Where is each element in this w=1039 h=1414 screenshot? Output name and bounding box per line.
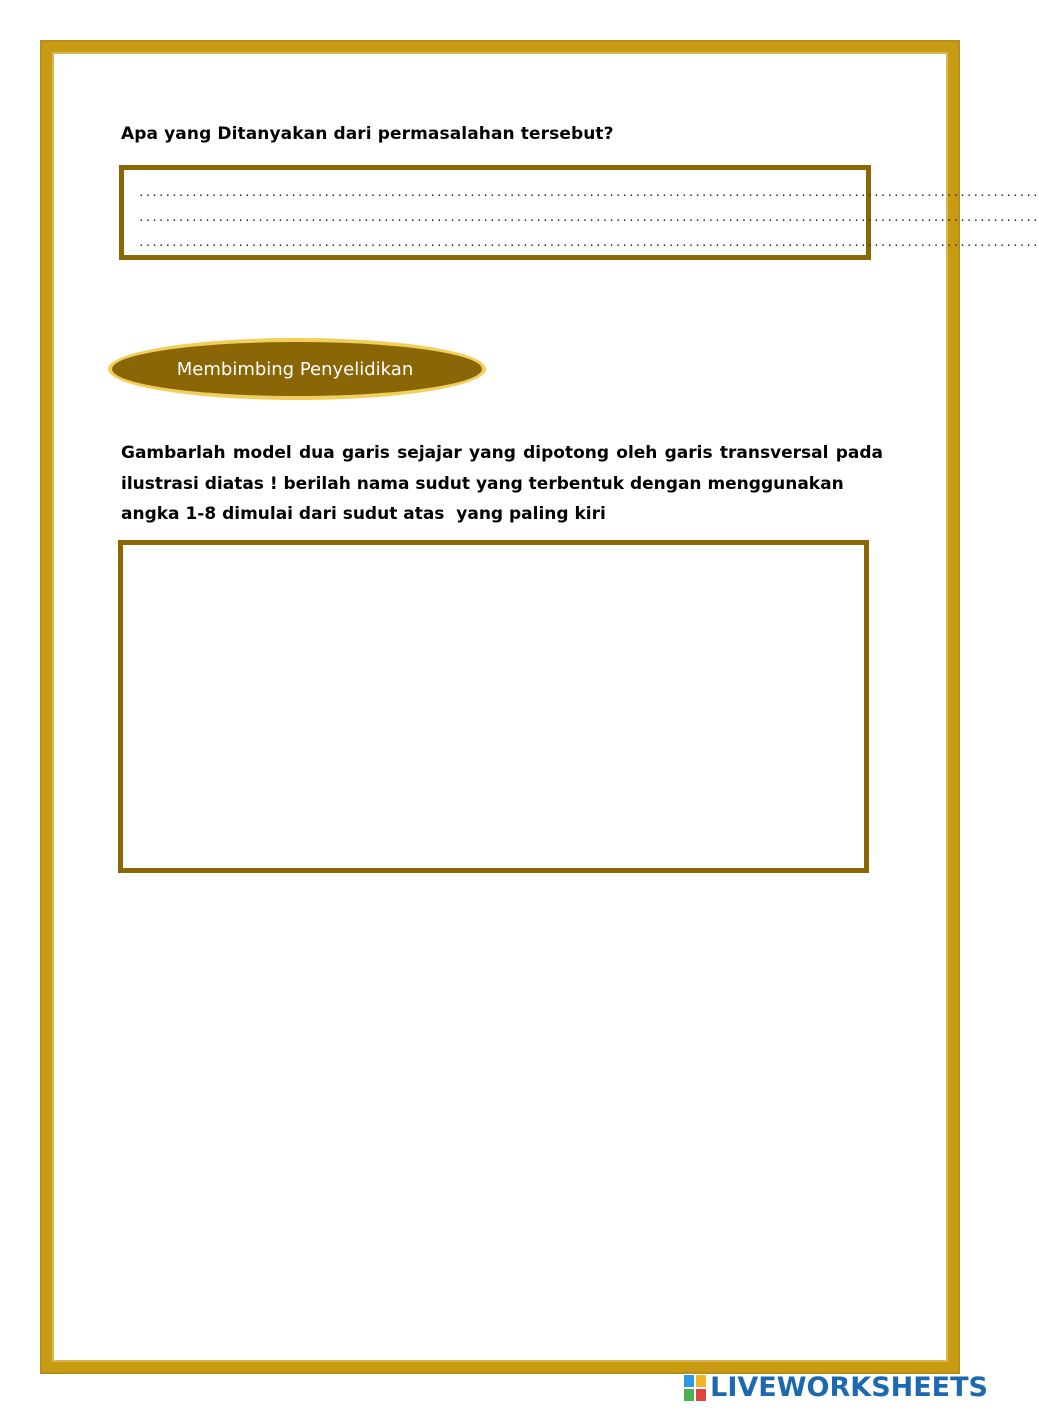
answer-line-2[interactable]: ........................................................................................................................................ [138, 211, 1039, 224]
instruction-word: sejajar [397, 443, 462, 463]
drawing-area[interactable] [118, 540, 869, 873]
instruction-word: garis [664, 443, 713, 463]
instruction-word: transversal [719, 443, 829, 463]
instruction-word: garis [341, 443, 390, 463]
instruction-line-2: ilustrasi diatas ! berilah nama sudut yang terbentuk dengan menggunakan [121, 473, 844, 494]
liveworksheets-logo-icon [684, 1375, 706, 1401]
instruction-word: yang [469, 443, 516, 463]
instruction-word: dua [298, 443, 335, 463]
answer-box[interactable] [119, 165, 1039, 260]
answer-line-1[interactable]: ........................................................................................................................................ [138, 186, 1039, 199]
brand-name: LIVEWORKSHEETS [710, 1372, 988, 1403]
instruction-word: oleh [616, 443, 658, 463]
section-pill-label: Membimbing Penyelidikan [176, 358, 414, 380]
section-pill [108, 338, 486, 400]
instruction-text [121, 438, 883, 530]
instruction-line-1 [121, 438, 883, 469]
answer-line-3[interactable]: ........................................................................................................................................ [138, 236, 1039, 249]
instruction-line-3: angka 1-8 dimulai dari sudut atas yang paling kiri [121, 504, 606, 524]
instruction-word: dipotong [523, 443, 610, 463]
instruction-word: pada [835, 443, 883, 463]
instruction-word: Gambarlah [121, 443, 226, 463]
instruction-word: model [232, 443, 292, 463]
brand-watermark [684, 1372, 988, 1403]
question-heading: Apa yang Ditanyakan dari permasalahan tersebut? [121, 124, 614, 144]
